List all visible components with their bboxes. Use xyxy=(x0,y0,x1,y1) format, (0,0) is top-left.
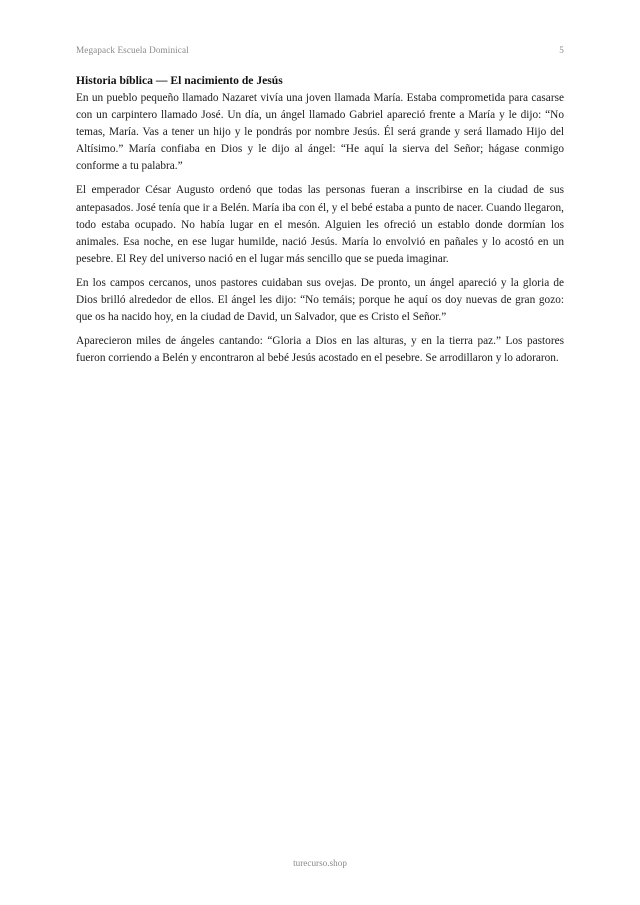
header-title: Megapack Escuela Dominical xyxy=(76,45,189,55)
paragraph-angels: Aparecieron miles de ángeles cantando: “Gloria a Dios en las alturas, y en la tierra paz.” Los pastores fueron corriendo a Belén y encontraron al bebé Jesús acostado en el pesebre. Se arrodillaron y lo adoraron. xyxy=(76,335,564,365)
paragraph-birth: El emperador César Augusto ordenó que todas las personas fueran a inscribirse en la ciudad de sus antepasados. José tenía que ir a Belén. María iba con él, y el bebé estaba a punto de nacer. Cuando llegaron, todo estaba ocupado. No había lugar en el mesón. Alguien les ofreció un establo donde dormían los animales. Esa noche, en ese lugar humilde, nació Jesús. María lo envolvió en pañales y lo acostó en un pesebre. El Rey del universo nació en el lugar más sencillo que se pueda imaginar. xyxy=(76,184,564,265)
page-number: 5 xyxy=(559,45,564,55)
section-title: Historia bíblica — El nacimiento de Jesús xyxy=(76,74,283,87)
running-footer: turecurso.shop xyxy=(293,858,347,868)
paragraph-annunciation: En un pueblo pequeño llamado Nazaret vivía una joven llamada María. Estaba comprometida para casarse con un carpintero llamado José. Un día, un ángel llamado Gabriel apareció frente a María y le dijo: “No temas, María. Vas a tener un hijo y le pondrás por nombre Jesús. Él será grande y será llamado Hijo del Altísimo.” María confiaba en Dios y le dijo al ángel: “He aquí la sierva del Señor; hágase conmigo conforme a tu palabra.” xyxy=(76,92,564,173)
main-content xyxy=(76,72,564,374)
paragraph-shepherds: En los campos cercanos, unos pastores cuidaban sus ovejas. De pronto, un ángel apareció y la gloria de Dios brilló alrededor de ellos. El ángel les dijo: “No temáis; porque he aquí os doy nuevas de gran gozo: que os ha nacido hoy, en la ciudad de David, un Salvador, que es Cristo el Señor.” xyxy=(76,276,564,324)
running-header xyxy=(76,43,564,57)
